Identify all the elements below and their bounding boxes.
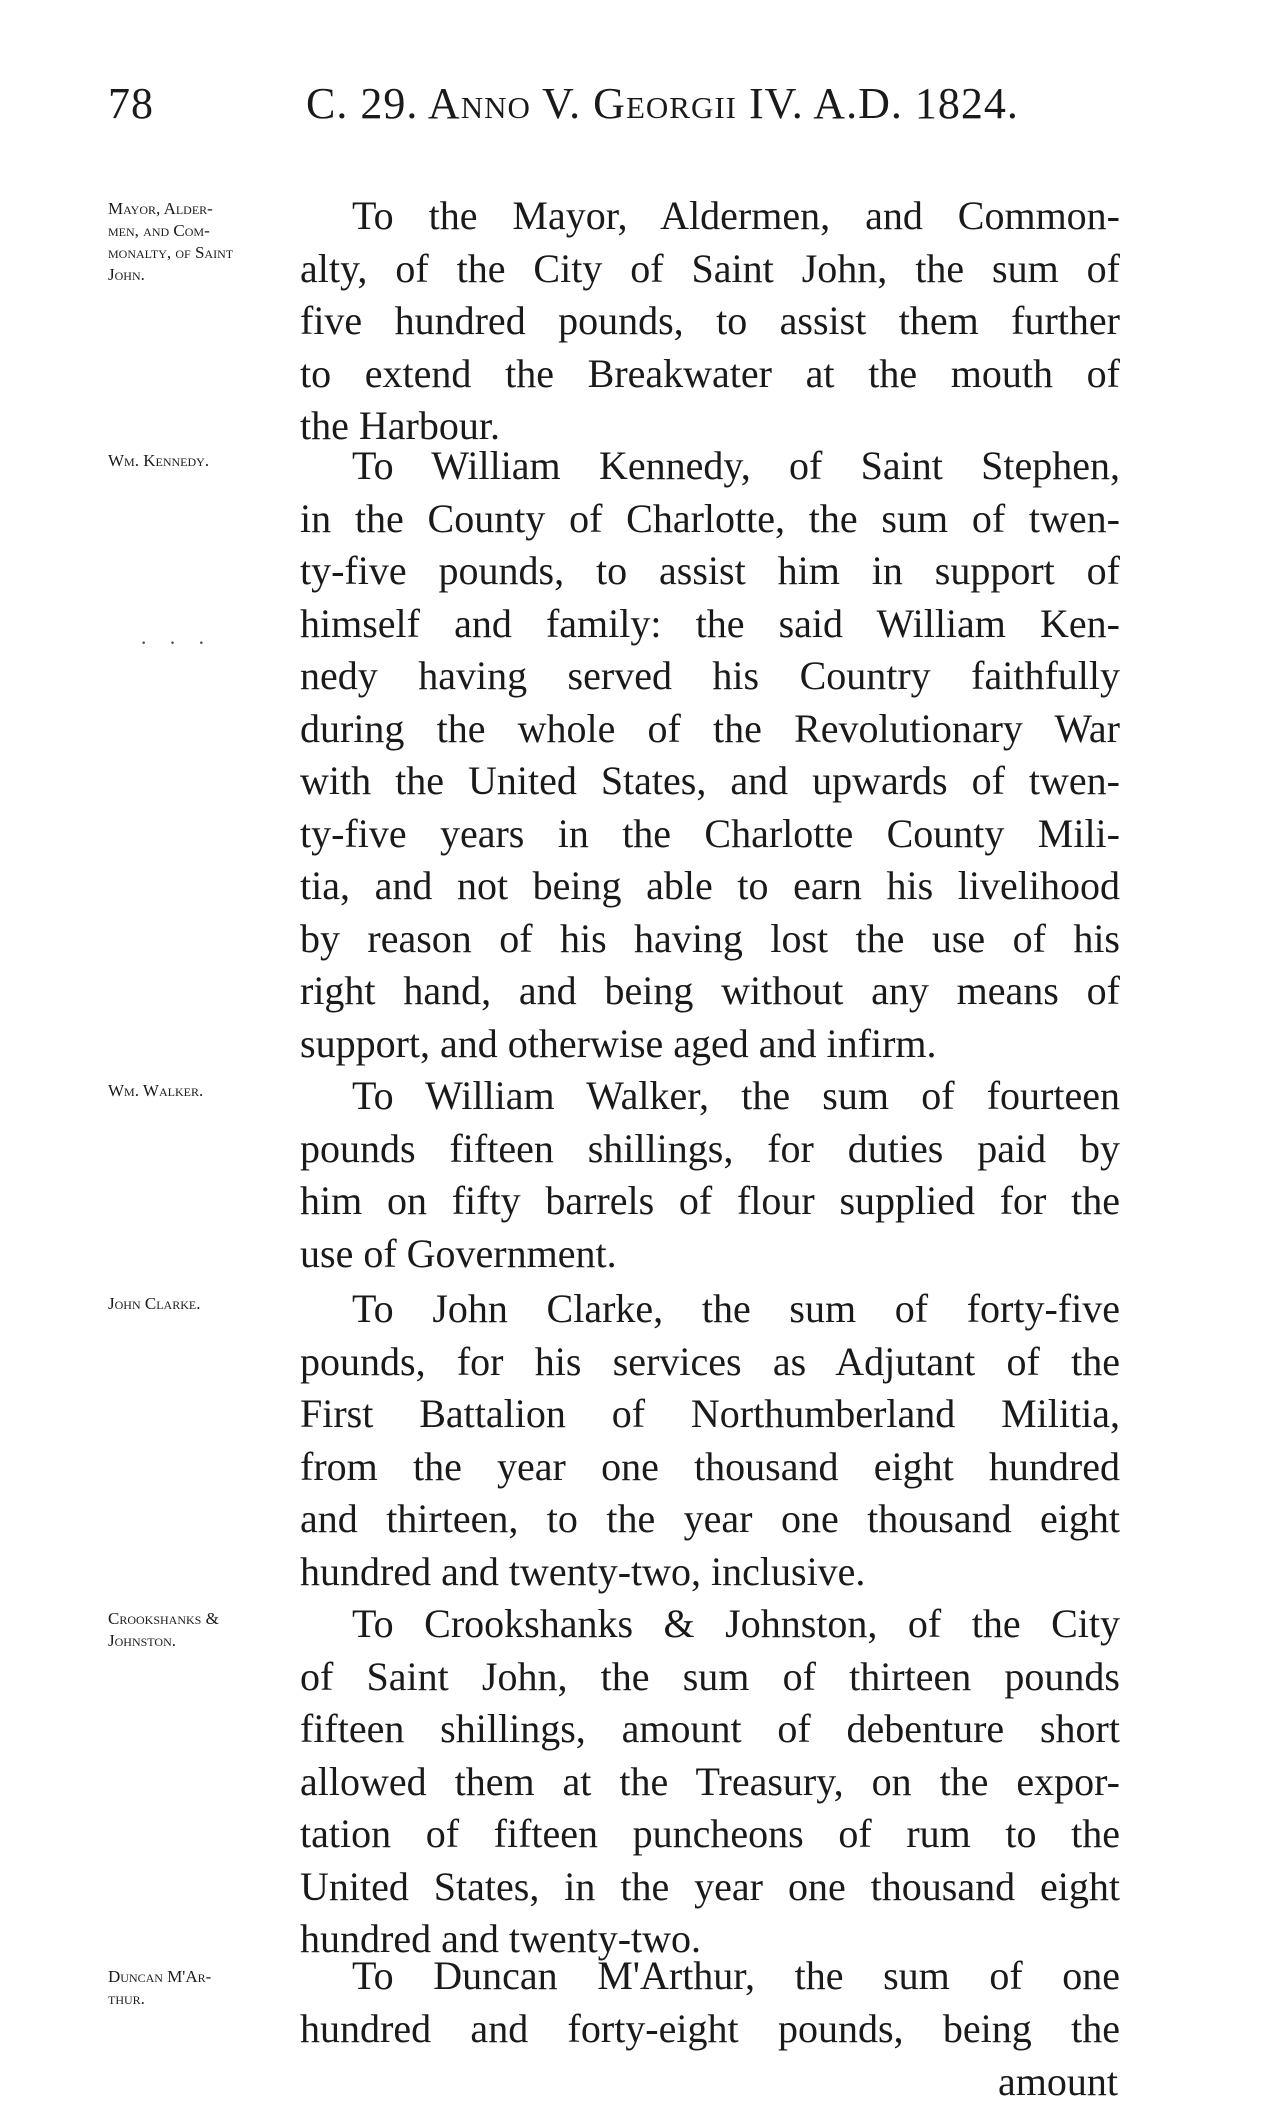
entry-text: To William Walker, the sum of fourteen pounds fifteen shillings, for duties paid by him on fifty barrels of flour supplied for the use of Government. xyxy=(300,1073,1120,1276)
running-title: C. 29. Anno V. Georgii IV. A.D. 1824. xyxy=(306,79,1019,128)
marginal-note: Wm. Kennedy. xyxy=(108,451,210,470)
marginal-note: Crookshanks & Johnston. xyxy=(108,1609,219,1650)
page-header xyxy=(108,78,1148,138)
page-number: 78 xyxy=(108,79,154,128)
entry-text: To John Clarke, the sum of forty-five pounds, for his services as Adjutant of the First Battalion of Northumberland Militia, from the year one thousand eight hundred and thirteen, to the year one thousand eight hundred and twenty-two, inclusive. xyxy=(300,1286,1120,1594)
stray-marks: · · · xyxy=(140,630,213,655)
entry-text: To Duncan M'Arthur, the sum of one hundred and forty-eight pounds, being the xyxy=(300,1953,1120,2051)
marginal-note: Wm. Walker. xyxy=(108,1081,204,1100)
marginal-note: John Clarke. xyxy=(108,1294,201,1313)
marginal-note: Duncan M'Ar- thur. xyxy=(108,1967,212,2008)
entry-text: To Crookshanks & Johnston, of the City of Saint John, the sum of thirteen pounds fifteen shillings, amount of debenture short allowed them at the Treasury, on the expor- tation of fifteen puncheons of rum to the United States, in the year one thousand eight hundred and twenty-two. xyxy=(300,1601,1120,1961)
marginal-note: Mayor, Alder- men, and Com- monalty, of Saint John. xyxy=(108,199,234,284)
entry-text: To the Mayor, Aldermen, and Common- alty, of the City of Saint John, the sum of five hundred pounds, to assist them further to extend the Breakwater at the mouth of the Harbour. xyxy=(300,193,1120,448)
entry-text: To William Kennedy, of Saint Stephen, in the County of Charlotte, the sum of twen- ty-five pounds, to assist him in support of himself and family: the said William Ken- nedy having served his Country faithfully during the whole of the Revolutionary War with the United States, and upwards of twen- ty-five years in the Charlotte County Mili- tia, and not being able to earn his livelihood by reason of his having lost the use of his right hand, and being without any means of support, and otherwise aged and infirm. xyxy=(300,443,1120,1066)
catchword: amount xyxy=(998,2059,1118,2104)
